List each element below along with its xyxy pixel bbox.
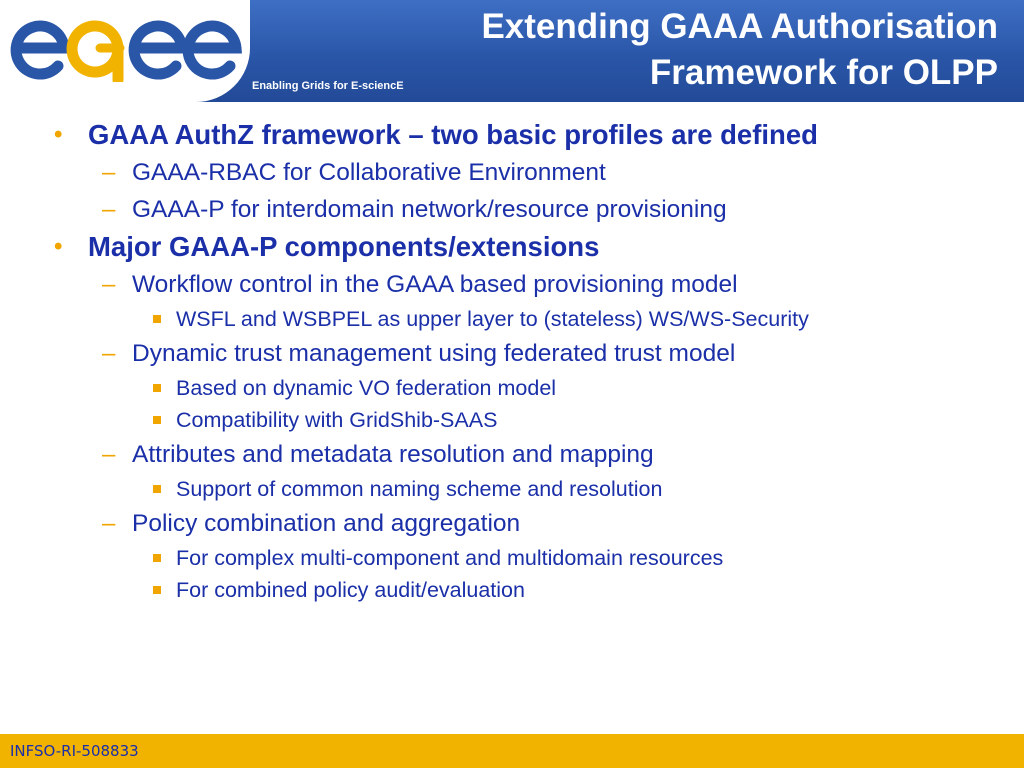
bullet-level3: [50, 576, 1000, 604]
bullet-list: [50, 114, 1000, 604]
bullet-level1: [50, 118, 1000, 152]
slide-title: [398, 4, 998, 96]
footer-bar: [0, 734, 1024, 768]
bullet-text: For complex multi-component and multidomain resources: [176, 546, 724, 570]
bullet-text: Workflow control in the GAAA based provisioning model: [132, 271, 738, 298]
square-bullet-icon: [153, 416, 161, 424]
bullet-text: GAAA AuthZ framework – two basic profiles are defined: [88, 119, 818, 150]
bullet-text: WSFL and WSBPEL as upper layer to (stateless) WS/WS-Security: [176, 307, 809, 331]
slide-title-line-2: Framework for OLPP: [649, 53, 998, 92]
egee-logo: [8, 14, 244, 82]
bullet-text: For combined policy audit/evaluation: [176, 578, 525, 602]
bullet-level1: [50, 230, 1000, 264]
dash-icon: –: [102, 271, 116, 298]
dash-icon: –: [102, 340, 116, 367]
bullet-text: Attributes and metadata resolution and mapping: [132, 441, 654, 468]
bullet-dot-icon: •: [54, 121, 63, 148]
bullet-level2: [50, 194, 1000, 226]
bullet-text: GAAA-RBAC for Collaborative Environment: [132, 159, 606, 186]
bullet-text: Compatibility with GridShib-SAAS: [176, 408, 498, 432]
bullet-level2: [50, 508, 1000, 540]
square-bullet-icon: [153, 315, 161, 323]
bullet-level2: [50, 439, 1000, 471]
bullet-level3: [50, 406, 1000, 434]
bullet-level3: [50, 374, 1000, 402]
bullet-text: GAAA-P for interdomain network/resource provisioning: [132, 196, 727, 223]
dash-icon: –: [102, 441, 116, 468]
bullet-text: Major GAAA-P components/extensions: [88, 231, 600, 262]
dash-icon: –: [102, 510, 116, 537]
bullet-level3: [50, 305, 1000, 333]
bullet-level3: [50, 544, 1000, 572]
slide-title-line-1: Extending GAAA Authorisation: [481, 7, 998, 46]
footer-text: INFSO-RI-508833: [10, 742, 139, 760]
bullet-text: Based on dynamic VO federation model: [176, 376, 557, 400]
bullet-dot-icon: •: [54, 233, 63, 260]
bullet-level2: [50, 157, 1000, 189]
bullet-text: Policy combination and aggregation: [132, 510, 521, 537]
dash-icon: –: [102, 159, 116, 186]
bullet-level2: [50, 269, 1000, 301]
bullet-level3: [50, 475, 1000, 503]
bullet-level2: [50, 338, 1000, 370]
bullet-text: Dynamic trust management using federated trust model: [132, 340, 736, 367]
square-bullet-icon: [153, 554, 161, 562]
dash-icon: –: [102, 196, 116, 223]
square-bullet-icon: [153, 384, 161, 392]
logo-panel: [0, 0, 250, 102]
bullet-text: Support of common naming scheme and resolution: [176, 477, 663, 501]
square-bullet-icon: [153, 485, 161, 493]
tagline: Enabling Grids for E-sciencE: [252, 80, 404, 92]
square-bullet-icon: [153, 586, 161, 594]
